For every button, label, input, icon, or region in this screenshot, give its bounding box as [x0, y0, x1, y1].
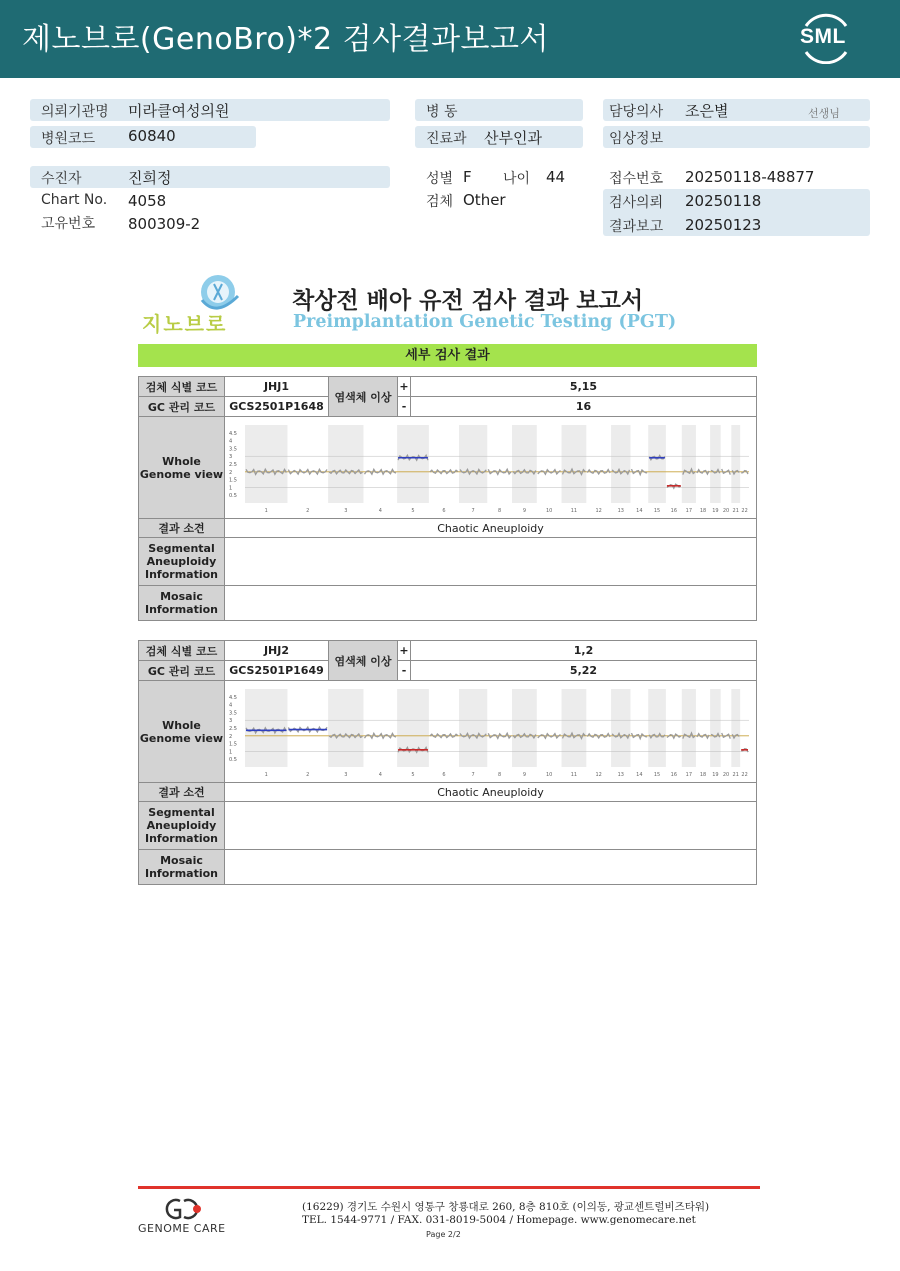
segmental-label: Segmental Aneuploidy Information — [139, 538, 225, 586]
receipt-label: 접수번호 — [609, 171, 664, 187]
sex-value: F — [463, 168, 472, 186]
id-value: 800309-2 — [128, 215, 201, 233]
y-tick-label: 0.5 — [229, 493, 237, 500]
x-tick-label: 2 — [306, 772, 310, 777]
hospital-code-label: 병원코드 — [41, 131, 96, 147]
finding-label: 결과 소견 — [139, 783, 225, 802]
x-tick-label: 3 — [344, 508, 348, 513]
doctor-suffix: 선생님 — [808, 107, 840, 120]
sample-code-label: 검체 식별 코드 — [139, 641, 225, 661]
x-tick-label: 17 — [685, 508, 693, 513]
x-tick-label: 20 — [722, 772, 730, 777]
request-value: 20250118 — [685, 192, 762, 210]
genomecare-logo: GENOME CARE — [138, 1197, 238, 1237]
x-tick-label: 11 — [570, 772, 578, 777]
chromosome-band — [710, 425, 721, 503]
y-tick-label: 3 — [229, 718, 233, 725]
x-tick-label: 12 — [595, 772, 602, 777]
x-tick-label: 9 — [522, 508, 527, 513]
x-tick-label: 22 — [741, 772, 748, 777]
chromosome-band — [397, 689, 429, 767]
x-tick-label: 9 — [522, 772, 527, 777]
loss-sign: - — [398, 397, 411, 417]
hospital-code-value: 60840 — [128, 127, 176, 145]
sample-code-value: JHJ1 — [225, 377, 329, 397]
x-tick-label: 19 — [712, 772, 719, 777]
chrom-abn-label: 염색체 이상 — [329, 377, 398, 417]
x-tick-label: 19 — [712, 508, 719, 513]
copy-number-trace — [365, 733, 397, 738]
y-tick-label: 3 — [229, 454, 233, 461]
footer-address: (16229) 경기도 수원시 영통구 창룡대로 260, 8층 810호 (이의동, 광교센트럴비즈타워) TEL. 1544-9771 / FAX. 031-8019-5004 / Homepage. www.genomecare.net — [302, 1201, 710, 1226]
result-table-2 — [138, 640, 757, 885]
footer-divider — [138, 1186, 760, 1189]
finding-value: Chaotic Aneuploidy — [225, 519, 757, 538]
y-tick-label: 4.5 — [229, 430, 237, 437]
x-tick-label: 1 — [264, 508, 268, 513]
mosaic-value — [225, 586, 757, 621]
y-tick-label: 2 — [229, 469, 233, 476]
dept-value: 산부인과 — [484, 129, 542, 147]
chromosome-band — [245, 425, 287, 503]
y-tick-label: 1.5 — [229, 741, 237, 748]
chromosome-band — [512, 689, 537, 767]
copy-number-trace — [722, 469, 731, 475]
copy-number-trace — [365, 469, 397, 474]
report-date-value: 20250123 — [685, 216, 762, 234]
doctor-value: 조은별 — [685, 102, 729, 120]
x-tick-label: 15 — [653, 772, 661, 777]
specimen-value: Other — [463, 191, 506, 209]
x-tick-label: 15 — [653, 508, 661, 513]
chart-value: 4058 — [128, 192, 167, 210]
gain-value: 5,15 — [411, 377, 757, 397]
chromosome-band — [328, 425, 363, 503]
institution-value: 미라클여성의원 — [128, 102, 230, 120]
segmental-value — [225, 802, 757, 850]
x-tick-label: 14 — [636, 772, 643, 777]
chromosome-band — [397, 425, 429, 503]
finding-label: 결과 소견 — [139, 519, 225, 538]
x-tick-label: 7 — [471, 772, 475, 777]
whole-genome-chart — [227, 419, 755, 513]
chromosome-band — [648, 425, 666, 503]
institution-label: 의뢰기관명 — [41, 104, 109, 120]
x-tick-label: 11 — [570, 508, 578, 513]
copy-number-trace — [722, 733, 731, 739]
y-tick-label: 1 — [229, 485, 233, 492]
x-tick-label: 1 — [264, 772, 268, 777]
chromosome-band — [245, 689, 287, 767]
mosaic-label: Mosaic Information — [139, 850, 225, 885]
chromosome-band — [562, 689, 587, 767]
loss-sign: - — [398, 661, 411, 681]
chromosome-band — [731, 425, 740, 503]
sml-logo: SML — [796, 12, 856, 64]
x-tick-label: 22 — [741, 508, 748, 513]
chromosome-band — [459, 425, 487, 503]
x-tick-label: 6 — [442, 772, 446, 777]
id-label: 고유번호 — [41, 216, 96, 232]
y-tick-label: 4.5 — [229, 694, 237, 701]
section-header: 세부 검사 결과 — [138, 344, 757, 367]
ward-label: 병 동 — [426, 104, 458, 120]
x-tick-label: 2 — [306, 508, 310, 513]
x-tick-label: 21 — [732, 772, 739, 777]
genobro-logo: 지노브로 — [140, 270, 252, 336]
chromosome-band — [611, 425, 630, 503]
y-tick-label: 1.5 — [229, 477, 237, 484]
x-tick-label: 21 — [732, 508, 739, 513]
chromosome-band — [710, 689, 721, 767]
report-title: 착상전 배아 유전 검사 결과 보고서 — [292, 288, 644, 314]
chart-label: Chart No. — [41, 192, 108, 208]
chrom-abn-label: 염색체 이상 — [329, 641, 398, 681]
x-tick-label: 18 — [699, 772, 707, 777]
chromosome-band — [562, 425, 587, 503]
sex-label: 성별 — [426, 171, 454, 187]
gain-sign: + — [398, 377, 411, 397]
x-tick-label: 5 — [411, 508, 415, 513]
sample-code-value: JHJ2 — [225, 641, 329, 661]
chromosome-band — [682, 425, 696, 503]
y-tick-label: 3.5 — [229, 446, 237, 453]
loss-value: 5,22 — [411, 661, 757, 681]
x-tick-label: 10 — [545, 508, 553, 513]
patient-value: 진희정 — [128, 169, 172, 187]
x-tick-label: 16 — [670, 508, 678, 513]
whole-genome-chart — [227, 683, 755, 777]
y-tick-label: 2 — [229, 733, 233, 740]
whole-genome-label: Whole Genome view — [139, 417, 225, 519]
gc-code-label: GC 관리 코드 — [139, 661, 225, 681]
patient-label: 수진자 — [41, 171, 82, 187]
x-tick-label: 3 — [344, 772, 348, 777]
x-tick-label: 7 — [471, 508, 475, 513]
y-tick-label: 1 — [229, 749, 233, 756]
x-tick-label: 6 — [442, 508, 446, 513]
doctor-label: 담당의사 — [609, 104, 664, 120]
report-date-label: 결과보고 — [609, 219, 664, 235]
x-tick-label: 8 — [498, 772, 502, 777]
x-tick-label: 17 — [685, 772, 693, 777]
chromosome-band — [682, 689, 696, 767]
mosaic-value — [225, 850, 757, 885]
chromosome-band — [611, 689, 630, 767]
y-tick-label: 0.5 — [229, 757, 237, 764]
x-tick-label: 13 — [617, 508, 624, 513]
chromosome-band — [648, 689, 666, 767]
report-subtitle: Preimplantation Genetic Testing (PGT) — [293, 312, 677, 332]
chromosome-band — [328, 689, 363, 767]
x-tick-label: 13 — [617, 772, 624, 777]
chromosome-band — [512, 425, 537, 503]
x-tick-label: 4 — [378, 508, 382, 513]
x-tick-label: 12 — [595, 508, 602, 513]
gain-sign: + — [398, 641, 411, 661]
y-tick-label: 3.5 — [229, 710, 237, 717]
x-tick-label: 14 — [636, 508, 643, 513]
x-tick-label: 8 — [498, 508, 502, 513]
y-tick-label: 2.5 — [229, 462, 237, 468]
y-tick-label: 4 — [229, 702, 233, 709]
whole-genome-label: Whole Genome view — [139, 681, 225, 783]
x-tick-label: 5 — [411, 772, 415, 777]
chromosome-band — [459, 689, 487, 767]
request-label: 검사의뢰 — [609, 195, 664, 211]
copy-number-trace — [741, 471, 748, 474]
gc-code-label: GC 관리 코드 — [139, 397, 225, 417]
mosaic-label: Mosaic Information — [139, 586, 225, 621]
gc-code-value: GCS2501P1648 — [225, 397, 329, 417]
gain-value: 1,2 — [411, 641, 757, 661]
x-tick-label: 16 — [670, 772, 678, 777]
chromosome-band — [731, 689, 740, 767]
x-tick-label: 4 — [378, 772, 382, 777]
gc-code-value: GCS2501P1649 — [225, 661, 329, 681]
dept-label: 진료과 — [426, 131, 467, 147]
x-tick-label: 18 — [699, 508, 707, 513]
y-tick-label: 4 — [229, 438, 233, 445]
age-label: 나이 — [503, 171, 531, 187]
segmental-label: Segmental Aneuploidy Information — [139, 802, 225, 850]
clinical-label: 임상정보 — [609, 131, 664, 147]
page-number: Page 2/2 — [426, 1230, 461, 1239]
loss-value: 16 — [411, 397, 757, 417]
x-tick-label: 20 — [722, 508, 730, 513]
finding-value: Chaotic Aneuploidy — [225, 783, 757, 802]
result-table-1 — [138, 376, 757, 621]
y-tick-label: 2.5 — [229, 726, 237, 732]
specimen-label: 검체 — [426, 194, 454, 210]
age-value: 44 — [546, 168, 566, 186]
page-title: 제노브로(GenoBro)*2 검사결과보고서 — [22, 22, 549, 57]
receipt-value: 20250118-48877 — [685, 168, 815, 186]
segmental-value — [225, 538, 757, 586]
sample-code-label: 검체 식별 코드 — [139, 377, 225, 397]
x-tick-label: 10 — [545, 772, 553, 777]
